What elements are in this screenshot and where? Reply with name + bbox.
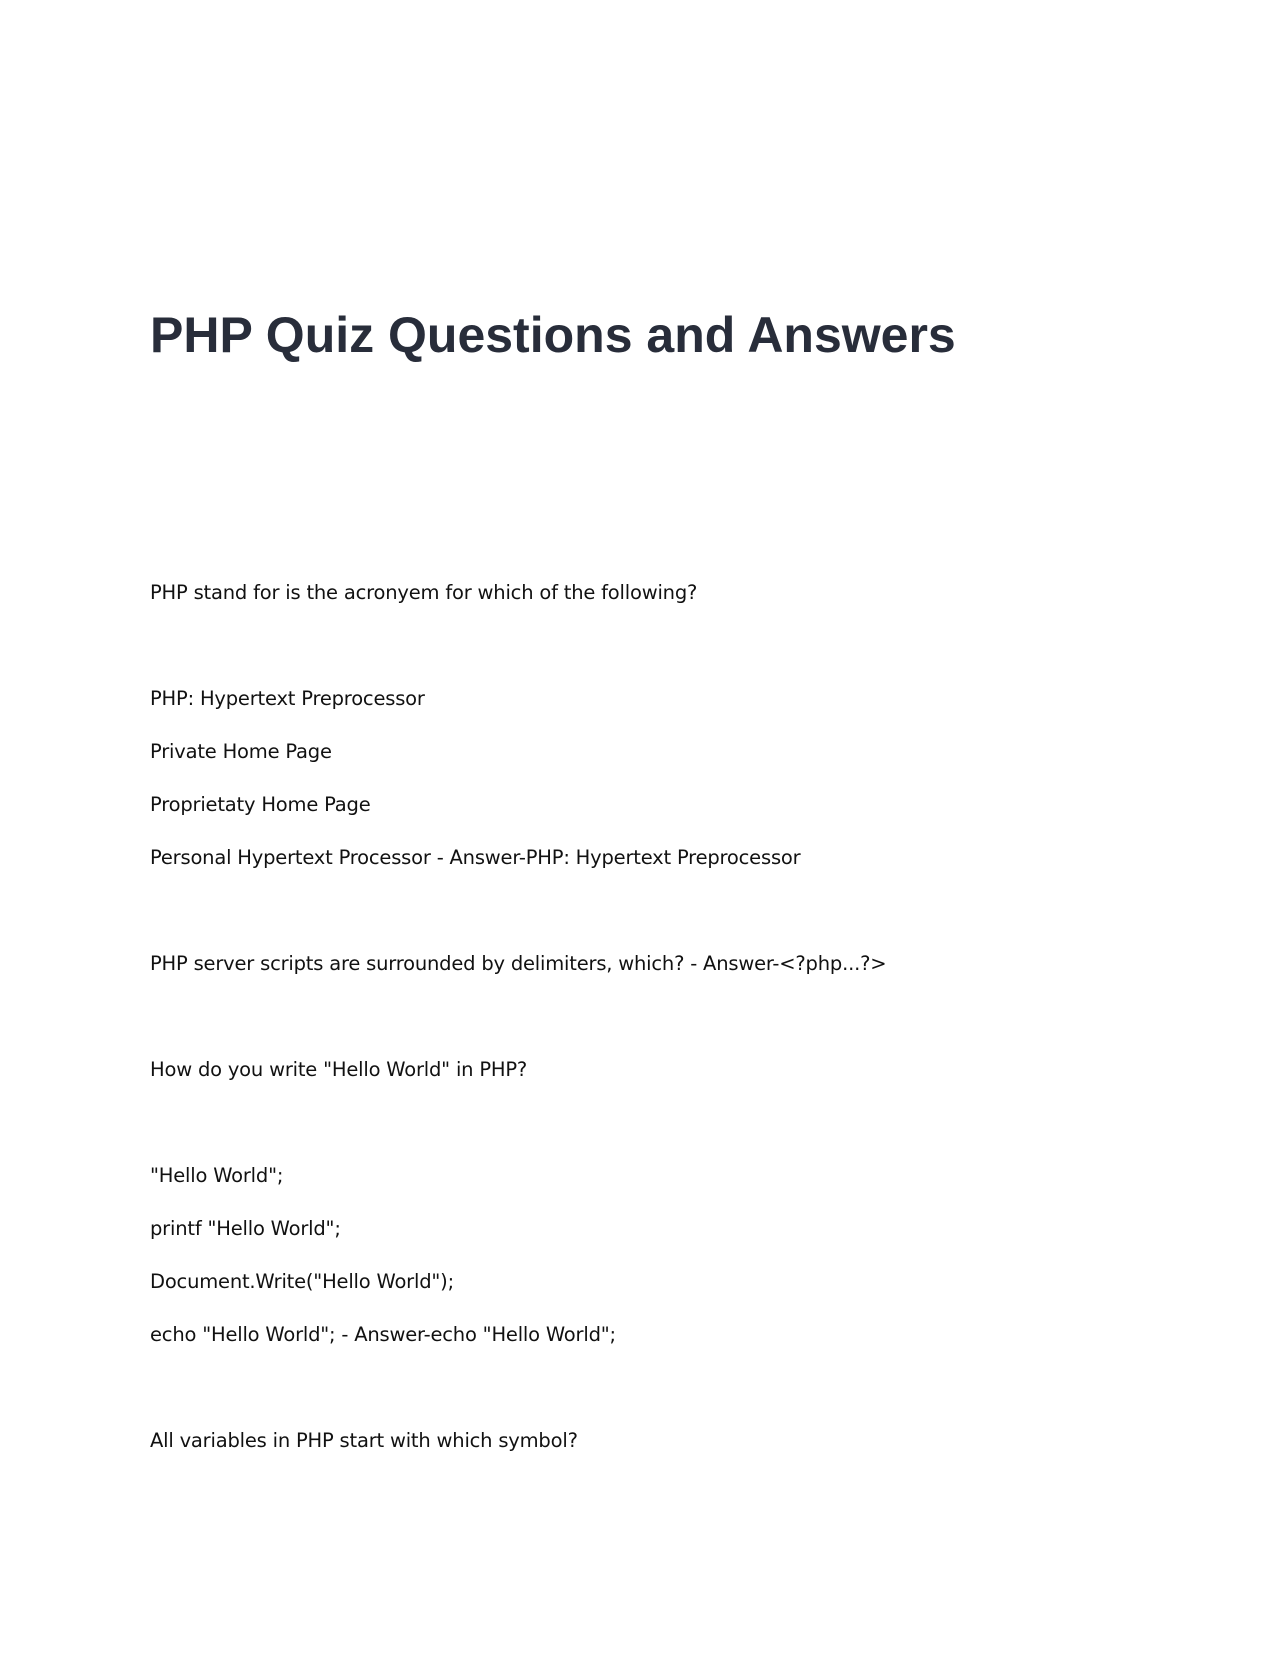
question-acronym: PHP stand for is the acronyem for which of the following? (150, 581, 698, 604)
option-with-answer-acronym: Personal Hypertext Processor - Answer-PHP: Hypertext Preprocessor (150, 846, 801, 869)
question-variables-symbol: All variables in PHP start with which symbol? (150, 1429, 578, 1452)
option-hello-world-plain: "Hello World"; (150, 1164, 284, 1187)
option-printf: printf "Hello World"; (150, 1217, 341, 1240)
question-hello-world: How do you write "Hello World" in PHP? (150, 1058, 528, 1081)
option-proprietaty-home-page: Proprietaty Home Page (150, 793, 371, 816)
document-title: PHP Quiz Questions and Answers (150, 307, 956, 363)
option-document-write: Document.Write("Hello World"); (150, 1270, 454, 1293)
option-hypertext-preprocessor: PHP: Hypertext Preprocessor (150, 687, 425, 710)
option-private-home-page: Private Home Page (150, 740, 332, 763)
question-delimiters: PHP server scripts are surrounded by delimiters, which? - Answer-<?php...?> (150, 952, 887, 975)
option-with-answer-echo: echo "Hello World"; - Answer-echo "Hello World"; (150, 1323, 616, 1346)
